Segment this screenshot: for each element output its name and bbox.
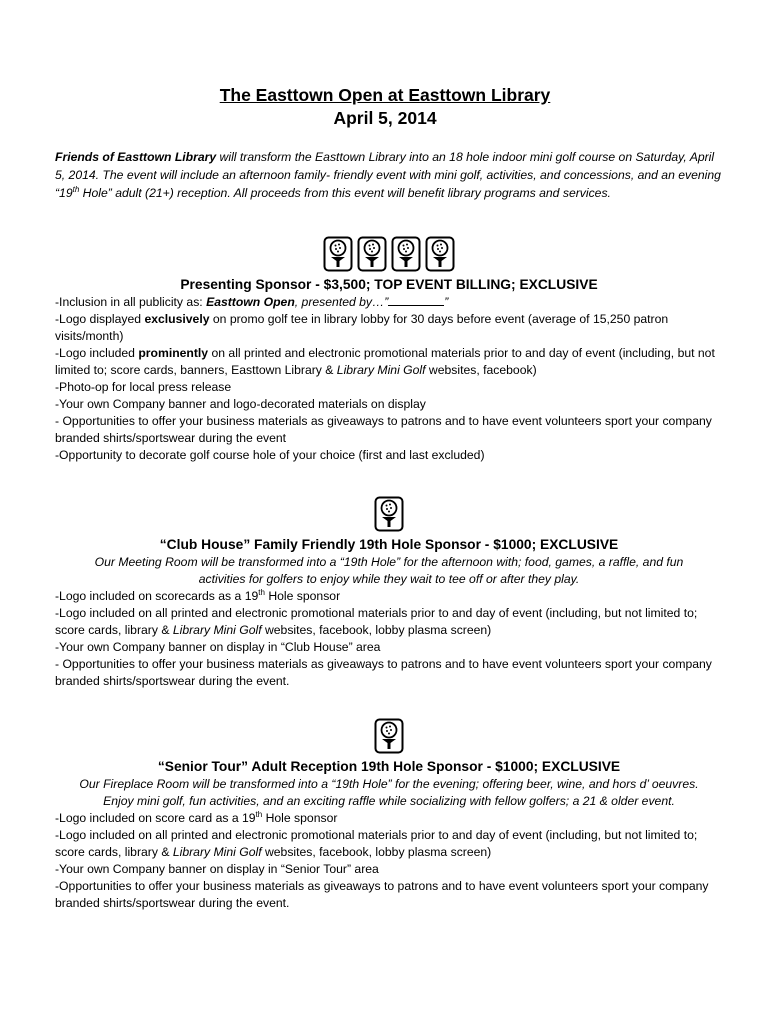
list-item: -Your own Company banner on display in “Senior Tour” area (55, 862, 379, 876)
presenting-heading: Presenting Sponsor - $3,500; TOP EVENT BILLING; EXCLUSIVE (180, 277, 598, 292)
list-item: - Opportunities to offer your business materials as giveaways to patrons and to have event volunteers sport your company branded shirts/sportswear during the event (55, 414, 712, 445)
intro-text-2: Hole” adult (21+) reception. All proceeds from this event will benefit library programs and services. (79, 186, 611, 200)
presenting-sponsor-section (55, 236, 723, 464)
list-item: -Opportunities to offer your business materials as giveaways to patrons and to have event volunteers sport your company branded shirts/sportswear during the event. (55, 879, 709, 910)
list-item: -Logo displayed exclusively on promo golf tee in library lobby for 30 days before event (average of 15,250 patron visits/month) (55, 312, 669, 343)
golf-ball-on-tee-icon (391, 236, 421, 272)
title-event-name: The Easttown Open at Easttown Library (219, 85, 551, 105)
list-item: -Opportunity to decorate golf course hole of your choice (first and last excluded) (55, 448, 485, 462)
senior-benefits (55, 810, 723, 912)
intro-text-1: will transform the Easttown Library into an 18 hole indoor mini golf course on Saturday, April 5, 2014. The event will include an afternoon family- friendly event with mini golf, activities, and concessions, and an evening “19 (55, 150, 721, 200)
list-item: -Logo included on all printed and electronic promotional materials prior to and day of event (including, but not limited to; score cards, library & Library Mini Golf websites, facebook, lobby plasma screen) (55, 828, 698, 859)
list-item: -Your own Company banner and logo-decorated materials on display (55, 397, 426, 411)
clubhouse-description: Our Meeting Room will be transformed into a “19th Hole” for the afternoon with; food, games, a raffle, and fun activities for golfers to enjoy while they wait to tee off or after they play. (94, 555, 684, 586)
clubhouse-icons (55, 496, 723, 534)
golf-ball-on-tee-icon (323, 236, 353, 272)
senior-sponsor-section (55, 718, 723, 912)
senior-icons (55, 718, 723, 756)
golf-ball-on-tee-icon (374, 718, 404, 754)
clubhouse-heading: “Club House” Family Friendly 19th Hole Sponsor - $1000; EXCLUSIVE (159, 537, 619, 552)
list-item: -Logo included prominently on all printed and electronic promotional materials prior to and day of event (including, but not limited to; score cards, banners, Easttown Library & Library Mini Golf websites, facebook) (55, 346, 715, 377)
golf-ball-on-tee-icon (357, 236, 387, 272)
senior-heading: “Senior Tour” Adult Reception 19th Hole Sponsor - $1000; EXCLUSIVE (157, 759, 621, 774)
list-item: -Logo included on score card as a 19th Hole sponsor (55, 809, 338, 825)
intro-paragraph (55, 148, 723, 202)
intro-org-name: Friends of Easttown Library (55, 150, 217, 164)
presenting-benefits (55, 294, 723, 464)
list-item: - Opportunities to offer your business materials as giveaways to patrons and to have event volunteers sport your company branded shirts/sportswear during the event. (55, 657, 712, 688)
list-item: -Your own Company banner on display in “Club House” area (55, 640, 381, 654)
clubhouse-sponsor-section (55, 496, 723, 690)
list-item: -Logo included on all printed and electronic promotional materials prior to and day of event (including, but not limited to; score cards, library & Library Mini Golf websites, facebook, lobby plasma screen) (55, 606, 698, 637)
golf-ball-on-tee-icon (425, 236, 455, 272)
document-title (0, 84, 770, 130)
blank-line (388, 294, 444, 306)
clubhouse-benefits (55, 588, 723, 690)
presenting-icons (55, 236, 723, 274)
list-item: -Logo included on scorecards as a 19th Hole sponsor (55, 587, 341, 603)
senior-description: Our Fireplace Room will be transformed into a “19th Hole” for the evening; offering beer, wine, and hors d’ oeuvres. Enjoy mini golf, fun activities, and an exciting raffle while socializing with fellow golfers; a 21 & older event. (79, 777, 699, 808)
title-date: April 5, 2014 (333, 108, 437, 128)
golf-ball-on-tee-icon (374, 496, 404, 532)
list-item: -Inclusion in all publicity as: Easttown Open, presented by…” ” (55, 295, 449, 309)
list-item: -Photo-op for local press release (55, 380, 232, 394)
intro-sup: th (72, 184, 80, 194)
